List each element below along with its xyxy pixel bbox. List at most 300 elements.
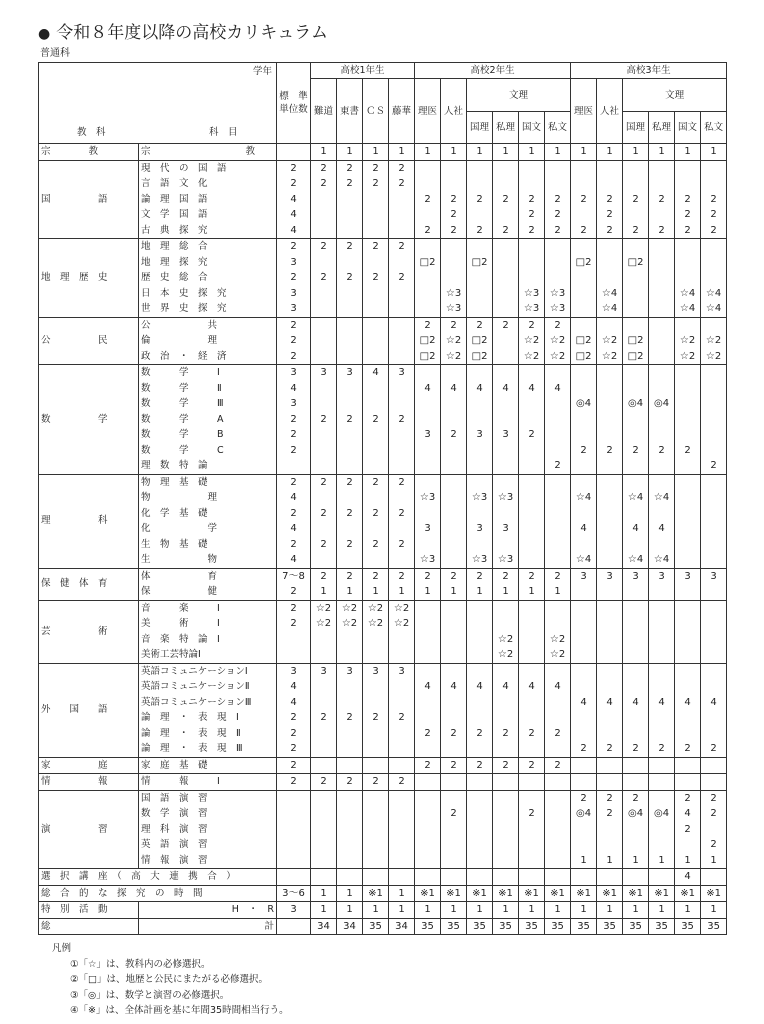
unit-value: [573, 632, 594, 648]
unit-value: 3: [658, 570, 665, 582]
unit-value: 2: [290, 319, 297, 331]
unit-cell: [363, 757, 389, 774]
unit-value: [441, 869, 467, 886]
unit-value: 2: [528, 209, 535, 220]
unit-value: [443, 365, 464, 381]
unit-value: [677, 475, 698, 491]
unit-value: [313, 443, 334, 459]
unit-value: [547, 664, 568, 680]
unit-value: ◎4: [628, 808, 644, 819]
unit-value: [365, 223, 386, 239]
unit-value: [469, 710, 490, 726]
unit-value: 1: [658, 146, 665, 157]
unit-cell: [597, 317, 623, 365]
unit-value: [495, 161, 516, 177]
unit-value: 1: [337, 885, 363, 902]
unit-value: 2: [554, 460, 561, 471]
unit-value: [547, 443, 568, 459]
unit-cell: [623, 774, 649, 791]
unit-value: [339, 333, 360, 349]
unit-value: [365, 286, 386, 302]
unit-value: [599, 365, 620, 381]
unit-value: [625, 365, 646, 381]
subject-name: 数 学 C: [141, 444, 224, 456]
unit-cell: [277, 239, 311, 318]
unit-value: 2: [346, 712, 353, 723]
unit-value: [495, 710, 516, 726]
unit-value: 2: [476, 319, 483, 331]
unit-value: [703, 176, 724, 192]
unit-value: [573, 647, 594, 663]
unit-value: [365, 396, 386, 412]
unit-value: 2: [290, 272, 297, 283]
unit-value: [677, 381, 698, 397]
unit-value: [391, 741, 412, 757]
unit-value: [337, 869, 363, 886]
unit-value: 2: [580, 743, 587, 754]
unit-value: [651, 427, 672, 443]
unit-value: [365, 318, 386, 334]
unit-value: [391, 726, 412, 742]
unit-value: ☆4: [679, 303, 696, 314]
unit-value: ◎4: [654, 808, 670, 819]
unit-value: [625, 758, 646, 774]
unit-value: [443, 616, 464, 632]
unit-cell: [311, 774, 337, 791]
unit-value: [651, 161, 672, 177]
unit-value: 2: [606, 224, 613, 236]
unit-cell: [649, 365, 675, 475]
unit-cell: [415, 663, 441, 757]
unit-value: [625, 664, 646, 680]
unit-value: [313, 695, 334, 711]
unit-value: [703, 774, 724, 790]
unit-cell: [389, 317, 415, 365]
unit-cell: [337, 365, 363, 475]
unit-value: 2: [346, 272, 353, 283]
subject-name: 英語コミュニケーションⅠ: [141, 665, 248, 677]
unit-value: [391, 695, 412, 711]
subject-name: 数 学 A: [141, 413, 224, 425]
unit-value: 1: [320, 146, 327, 157]
unit-value: [651, 255, 672, 271]
unit-cell: [277, 774, 311, 791]
unit-value: [521, 616, 542, 632]
unit-value: [339, 632, 360, 648]
unit-cell: [519, 474, 545, 568]
unit-cell: [675, 239, 701, 318]
unit-value: 1: [398, 146, 405, 157]
unit-value: [443, 490, 464, 506]
unit-value: 3: [710, 570, 717, 582]
unit-value: [443, 791, 464, 807]
unit-value: [625, 176, 646, 192]
unit-value: [443, 475, 464, 491]
unit-value: [391, 679, 412, 695]
unit-value: 35: [363, 918, 389, 935]
unit-cell: [701, 365, 727, 475]
unit-value: [651, 710, 672, 726]
unit-value: [547, 475, 568, 491]
unit-value: [677, 176, 698, 192]
unit-value: [521, 537, 542, 553]
unit-value: 35: [649, 918, 675, 935]
unit-value: [521, 396, 542, 412]
unit-value: 2: [290, 476, 297, 488]
unit-value: [417, 176, 438, 192]
unit-value: [443, 239, 464, 255]
unit-value: [469, 647, 490, 663]
unit-value: 1: [658, 854, 665, 866]
subject-name: 情 報 演 習: [141, 854, 208, 866]
unit-value: 2: [346, 507, 353, 519]
subject-name: 英語コミュニケーションⅡ: [141, 681, 250, 692]
unit-value: □2: [627, 335, 644, 346]
unit-value: [469, 458, 490, 474]
unit-value: [339, 349, 360, 365]
unit-value: [313, 822, 334, 838]
unit-value: [703, 318, 724, 334]
subject-name: 数 学 Ⅲ: [141, 398, 224, 409]
unit-value: [417, 458, 438, 474]
unit-value: 35: [675, 918, 701, 935]
unit-value: 2: [372, 712, 379, 723]
unit-value: [417, 270, 438, 286]
unit-value: [495, 412, 516, 428]
unit-cell: [597, 568, 623, 600]
unit-value: ☆3: [549, 287, 566, 299]
unit-value: [339, 490, 360, 506]
unit-value: [365, 853, 386, 869]
unit-value: [547, 837, 568, 853]
unit-value: 4: [554, 382, 561, 394]
unit-value: ☆4: [705, 303, 722, 314]
unit-value: [677, 679, 698, 695]
unit-cell: [545, 568, 571, 600]
unit-value: 2: [528, 727, 535, 739]
unit-value: [417, 412, 438, 428]
column-header-1: 東書: [337, 79, 363, 144]
unit-value: 1: [502, 146, 509, 157]
unit-value: [313, 301, 334, 317]
subject-name: 宗 教: [141, 146, 256, 157]
unit-value: [599, 552, 620, 568]
unit-cell: [493, 317, 519, 365]
unit-value: ☆3: [445, 287, 462, 299]
column-header-13: 私理: [649, 112, 675, 144]
subject-group-row: [39, 239, 727, 318]
unit-value: 2: [346, 241, 353, 252]
unit-value: 1: [424, 146, 431, 157]
unit-cell: [311, 568, 337, 600]
unit-value: 2: [606, 808, 613, 819]
unit-value: [521, 443, 542, 459]
unit-cell: [363, 774, 389, 791]
unit-value: 4: [476, 382, 483, 394]
unit-value: [677, 758, 698, 774]
unit-value: 2: [502, 570, 509, 582]
unit-value: [443, 647, 464, 663]
unit-value: [547, 822, 568, 838]
unit-value: ※1: [441, 885, 467, 902]
unit-value: 2: [502, 193, 509, 205]
unit-value: □2: [419, 256, 436, 268]
unit-cell: [623, 239, 649, 318]
unit-value: [701, 869, 727, 886]
unit-value: [521, 601, 542, 617]
subject-name: 美 術 Ⅰ: [141, 618, 220, 629]
unit-value: 2: [346, 776, 353, 787]
subject-list: [139, 144, 277, 161]
unit-value: 1: [493, 902, 519, 919]
unit-value: [443, 458, 464, 474]
unit-cell: [623, 757, 649, 774]
unit-cell: [337, 600, 363, 663]
unit-cell: [467, 317, 493, 365]
unit-value: 7～8: [282, 570, 305, 582]
unit-value: [573, 207, 594, 223]
unit-value: [599, 537, 620, 553]
unit-cell: [623, 160, 649, 239]
unit-cell: [467, 790, 493, 869]
unit-value: [495, 601, 516, 617]
unit-value: [495, 458, 516, 474]
unit-value: ☆2: [393, 618, 410, 629]
header-standard-units: 標 準 単位数: [277, 63, 311, 144]
unit-value: [469, 616, 490, 632]
unit-value: [313, 726, 334, 742]
unit-value: [599, 758, 620, 774]
header-bunri-year3: 文理: [623, 79, 727, 112]
unit-cell: [571, 144, 597, 161]
unit-value: [547, 774, 568, 790]
unit-value: [651, 601, 672, 617]
unit-value: 2: [450, 209, 457, 220]
subject-list: [139, 160, 277, 239]
unit-value: [313, 521, 334, 537]
unit-value: 1: [528, 586, 535, 597]
unit-value: 2: [372, 776, 379, 787]
unit-cell: [545, 239, 571, 318]
unit-value: 35: [415, 918, 441, 935]
unit-value: [521, 365, 542, 381]
unit-value: [703, 443, 724, 459]
unit-cell: [623, 144, 649, 161]
unit-value: [365, 632, 386, 648]
unit-value: [469, 301, 490, 317]
unit-cell: [363, 365, 389, 475]
unit-value: [313, 552, 334, 568]
unit-value: [547, 601, 568, 617]
unit-value: [703, 664, 724, 680]
unit-value: 1: [389, 885, 415, 902]
unit-cell: [277, 663, 311, 757]
unit-value: ☆3: [523, 303, 540, 314]
unit-value: [339, 806, 360, 822]
unit-value: 2: [502, 319, 509, 331]
unit-value: [547, 616, 568, 632]
unit-value: [651, 475, 672, 491]
unit-value: 1: [571, 902, 597, 919]
unit-value: 35: [545, 918, 571, 935]
unit-cell: [337, 239, 363, 318]
unit-cell: [571, 663, 597, 757]
unit-value: [391, 632, 412, 648]
unit-value: [417, 301, 438, 317]
unit-value: □2: [627, 350, 644, 362]
unit-value: 4: [290, 193, 297, 205]
unit-value: [547, 537, 568, 553]
unit-value: [495, 616, 516, 632]
unit-cell: [415, 365, 441, 475]
unit-cell: [493, 160, 519, 239]
unit-cell: [571, 790, 597, 869]
unit-value: ☆4: [627, 554, 644, 565]
unit-cell: [441, 568, 467, 600]
unit-value: [521, 853, 542, 869]
unit-value: [677, 255, 698, 271]
unit-cell: [467, 144, 493, 161]
unit-cell: [363, 144, 389, 161]
unit-value: [469, 412, 490, 428]
unit-value: [417, 695, 438, 711]
unit-value: [339, 318, 360, 334]
unit-value: 2: [290, 350, 297, 362]
unit-value: ☆2: [523, 350, 540, 362]
unit-cell: [701, 790, 727, 869]
unit-cell: [623, 365, 649, 475]
unit-value: [495, 365, 516, 381]
unit-value: 2: [424, 319, 431, 331]
unit-value: [339, 255, 360, 271]
unit-value: [521, 710, 542, 726]
unit-cell: [389, 790, 415, 869]
unit-value: 3: [320, 665, 327, 677]
unit-value: 2: [528, 319, 535, 331]
unit-value: 1: [502, 586, 509, 597]
unit-value: [417, 207, 438, 223]
subject-group-row: [39, 474, 727, 568]
unit-value: ☆2: [497, 633, 514, 645]
unit-cell: [545, 757, 571, 774]
unit-cell: [467, 600, 493, 663]
unit-value: [495, 396, 516, 412]
unit-value: ☆2: [393, 602, 410, 614]
unit-value: [547, 161, 568, 177]
unit-value: 2: [398, 272, 405, 283]
subject-name: 物 理 基 礎: [141, 476, 208, 488]
unit-cell: [311, 317, 337, 365]
unit-value: [677, 521, 698, 537]
unit-value: [313, 255, 334, 271]
unit-value: [365, 301, 386, 317]
unit-value: [625, 537, 646, 553]
unit-value: [651, 318, 672, 334]
unit-value: [677, 584, 698, 600]
unit-value: 2: [320, 776, 327, 787]
column-header-5: 人社: [441, 79, 467, 144]
unit-value: [599, 239, 620, 255]
unit-value: ☆2: [497, 649, 514, 660]
unit-value: 4: [675, 869, 701, 886]
unit-value: 1: [346, 146, 353, 157]
unit-value: [443, 521, 464, 537]
unit-value: 2: [290, 162, 297, 174]
unit-value: 2: [424, 570, 431, 582]
unit-value: [703, 506, 724, 522]
unit-value: 3: [290, 398, 297, 409]
unit-value: [651, 270, 672, 286]
unit-cell: [441, 774, 467, 791]
unit-cell: [493, 600, 519, 663]
unit-value: 2: [372, 241, 379, 252]
unit-value: ※1: [519, 885, 545, 902]
unit-value: [443, 774, 464, 790]
unit-value: [597, 869, 623, 886]
unit-value: [677, 427, 698, 443]
unit-cell: [389, 663, 415, 757]
unit-value: [521, 521, 542, 537]
unit-cell: [649, 757, 675, 774]
unit-cell: [545, 160, 571, 239]
unit-value: [651, 758, 672, 774]
unit-value: 2: [320, 712, 327, 723]
unit-value: 35: [623, 918, 649, 935]
unit-value: 2: [606, 209, 613, 220]
unit-value: [521, 239, 542, 255]
unit-cell: [649, 160, 675, 239]
unit-value: [495, 301, 516, 317]
unit-value: 2: [450, 759, 457, 771]
unit-value: 2: [372, 413, 379, 425]
unit-value: 2: [710, 224, 717, 236]
unit-value: [417, 647, 438, 663]
unit-value: [651, 632, 672, 648]
unit-value: [417, 239, 438, 255]
unit-cell: [363, 160, 389, 239]
unit-value: [279, 791, 308, 807]
unit-value: [279, 806, 308, 822]
unit-value: [443, 822, 464, 838]
unit-value: [599, 616, 620, 632]
unit-value: 1: [684, 146, 691, 157]
unit-value: ☆4: [653, 492, 670, 503]
unit-value: ◎4: [576, 398, 592, 409]
unit-cell: [311, 144, 337, 161]
unit-cell: [277, 790, 311, 869]
unit-value: ◎4: [628, 398, 644, 409]
unit-value: [443, 443, 464, 459]
unit-cell: [701, 144, 727, 161]
unit-cell: [467, 365, 493, 475]
unit-value: 2: [528, 759, 535, 771]
subject-group-row: [39, 600, 727, 663]
unit-cell: [337, 663, 363, 757]
unit-value: 2: [372, 570, 379, 582]
unit-cell: [467, 568, 493, 600]
unit-value: 2: [554, 759, 561, 771]
unit-value: [677, 239, 698, 255]
unit-value: 1: [545, 902, 571, 919]
subject-name: 歴 史 総 合: [141, 272, 208, 283]
unit-cell: [519, 365, 545, 475]
subject-name: 理 科 演 習: [141, 823, 208, 835]
unit-cell: [467, 239, 493, 318]
unit-value: [625, 601, 646, 617]
unit-value: [625, 679, 646, 695]
unit-value: [417, 286, 438, 302]
unit-value: [547, 695, 568, 711]
